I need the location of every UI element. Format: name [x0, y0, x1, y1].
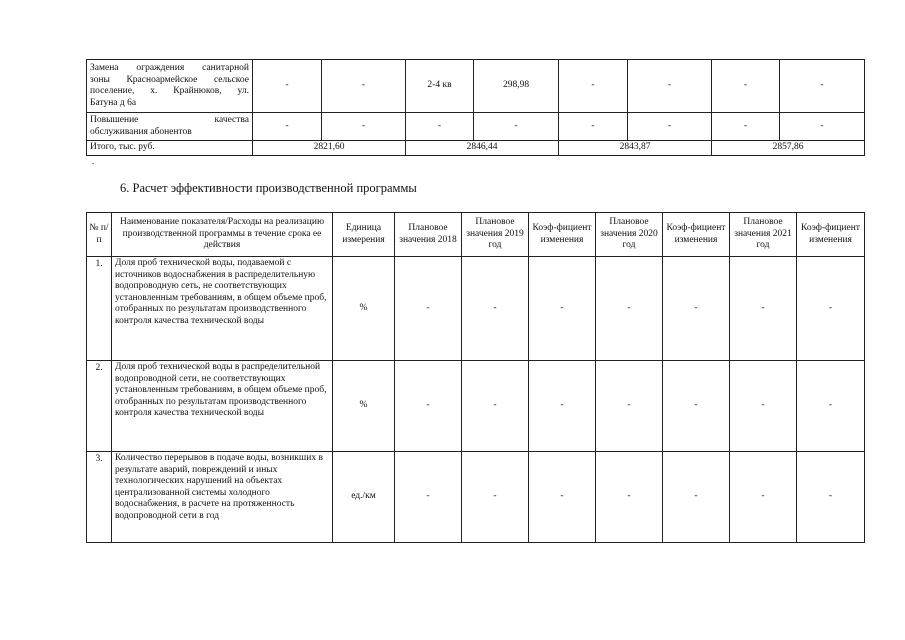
table-row: [87, 257, 865, 361]
description-line: поселение, х. Крайнюков, ул.: [90, 86, 249, 96]
table-cell: -: [596, 452, 663, 543]
table-cell: -: [529, 452, 596, 543]
table-cell: -: [712, 113, 780, 141]
description-line: зоны Красноармейское сельское: [90, 74, 249, 85]
table-cell: -: [712, 60, 780, 113]
table-cell: -: [462, 452, 529, 543]
column-header: Наименование показателя/Расходы на реализацию производственной программы в течение срока ее действия: [112, 213, 333, 257]
table-cell: -: [730, 257, 797, 361]
table-row: [87, 113, 865, 141]
total-value: 2843,87: [559, 141, 712, 156]
table-cell: -: [462, 361, 529, 452]
table-cell: -: [797, 452, 865, 543]
investment-table: [86, 59, 865, 156]
table-cell: -: [322, 113, 406, 141]
total-value: 2821,60: [253, 141, 406, 156]
unit-cell: ед./км: [333, 452, 395, 543]
table-row: [87, 361, 865, 452]
table-cell: -: [663, 361, 730, 452]
table-cell: -: [395, 361, 462, 452]
table-row: [87, 452, 865, 543]
table-cell: -: [395, 257, 462, 361]
table-cell: -: [322, 60, 406, 113]
table-cell: -: [628, 60, 712, 113]
table-cell: -: [474, 113, 559, 141]
table-cell: -: [628, 113, 712, 141]
row-description: [87, 113, 253, 141]
indicator-name: Доля проб технической воды, подаваемой с источников водоснабжения в распределительную водопроводную сеть, не соответствующих установленным требованиям, в общем объеме проб, отобранных по результатам производственного контроля качества технической воды: [112, 257, 333, 361]
column-header: № п/п: [87, 213, 112, 257]
description-line: Повышение качества: [90, 115, 249, 125]
column-header: Плановое значения 2021 год: [730, 213, 797, 257]
indicator-name: Количество перерывов в подаче воды, возникших в результате аварий, повреждений и иных технологических нарушений на объектах централизованной системы холодного водоснабжения, в расчете на протяженность водопроводной сети в год: [112, 452, 333, 543]
table-cell: -: [559, 113, 628, 141]
stray-dot: .: [92, 156, 95, 166]
row-description: [87, 60, 253, 113]
table-cell: 298,98: [474, 60, 559, 113]
table-cell: -: [780, 113, 865, 141]
description-line: Замена ограждения санитарной: [90, 63, 249, 73]
column-header: Коэф-фициент изменения: [663, 213, 730, 257]
table-cell: -: [596, 361, 663, 452]
table-header-row: [87, 213, 865, 257]
table-cell: -: [559, 60, 628, 113]
column-header: Коэф-фициент изменения: [529, 213, 596, 257]
total-value: 2857,86: [712, 141, 865, 156]
table-cell: 2-4 кв: [406, 60, 474, 113]
table-cell: -: [253, 113, 322, 141]
table-cell: -: [529, 361, 596, 452]
column-header: Плановое значения 2020 год: [596, 213, 663, 257]
table-cell: -: [406, 113, 474, 141]
column-header: Единица измерения: [333, 213, 395, 257]
table-cell: -: [529, 257, 596, 361]
row-number: 2.: [87, 361, 112, 452]
table-cell: -: [462, 257, 529, 361]
unit-cell: %: [333, 361, 395, 452]
total-value: 2846,44: [406, 141, 559, 156]
description-line: Батуна д 6а: [90, 97, 137, 108]
table-cell: -: [663, 257, 730, 361]
indicator-name: Доля проб технической воды в распределительной водопроводной сети, не соответствующих установленным требованиям, в общем объеме проб, отобранных по результатам производственного контроля качества технической воды: [112, 361, 333, 452]
total-label: Итого, тыс. руб.: [87, 141, 253, 156]
row-number: 1.: [87, 257, 112, 361]
table-cell: -: [730, 361, 797, 452]
table-cell: -: [596, 257, 663, 361]
table-cell: -: [797, 257, 865, 361]
column-header: Коэф-фициент изменения: [797, 213, 865, 257]
description-line: обслуживания абонентов: [90, 126, 192, 137]
table-cell: -: [780, 60, 865, 113]
table-cell: -: [797, 361, 865, 452]
table-cell: -: [253, 60, 322, 113]
efficiency-table: [86, 212, 865, 543]
table-cell: -: [663, 452, 730, 543]
row-number: 3.: [87, 452, 112, 543]
unit-cell: %: [333, 257, 395, 361]
column-header: Плановое значения 2018: [395, 213, 462, 257]
section-title: 6. Расчет эффективности производственной программы: [120, 181, 417, 195]
column-header: Плановое значения 2019 год: [462, 213, 529, 257]
table-cell: -: [730, 452, 797, 543]
total-row: [87, 141, 865, 156]
table-row: [87, 60, 865, 113]
table-cell: -: [395, 452, 462, 543]
